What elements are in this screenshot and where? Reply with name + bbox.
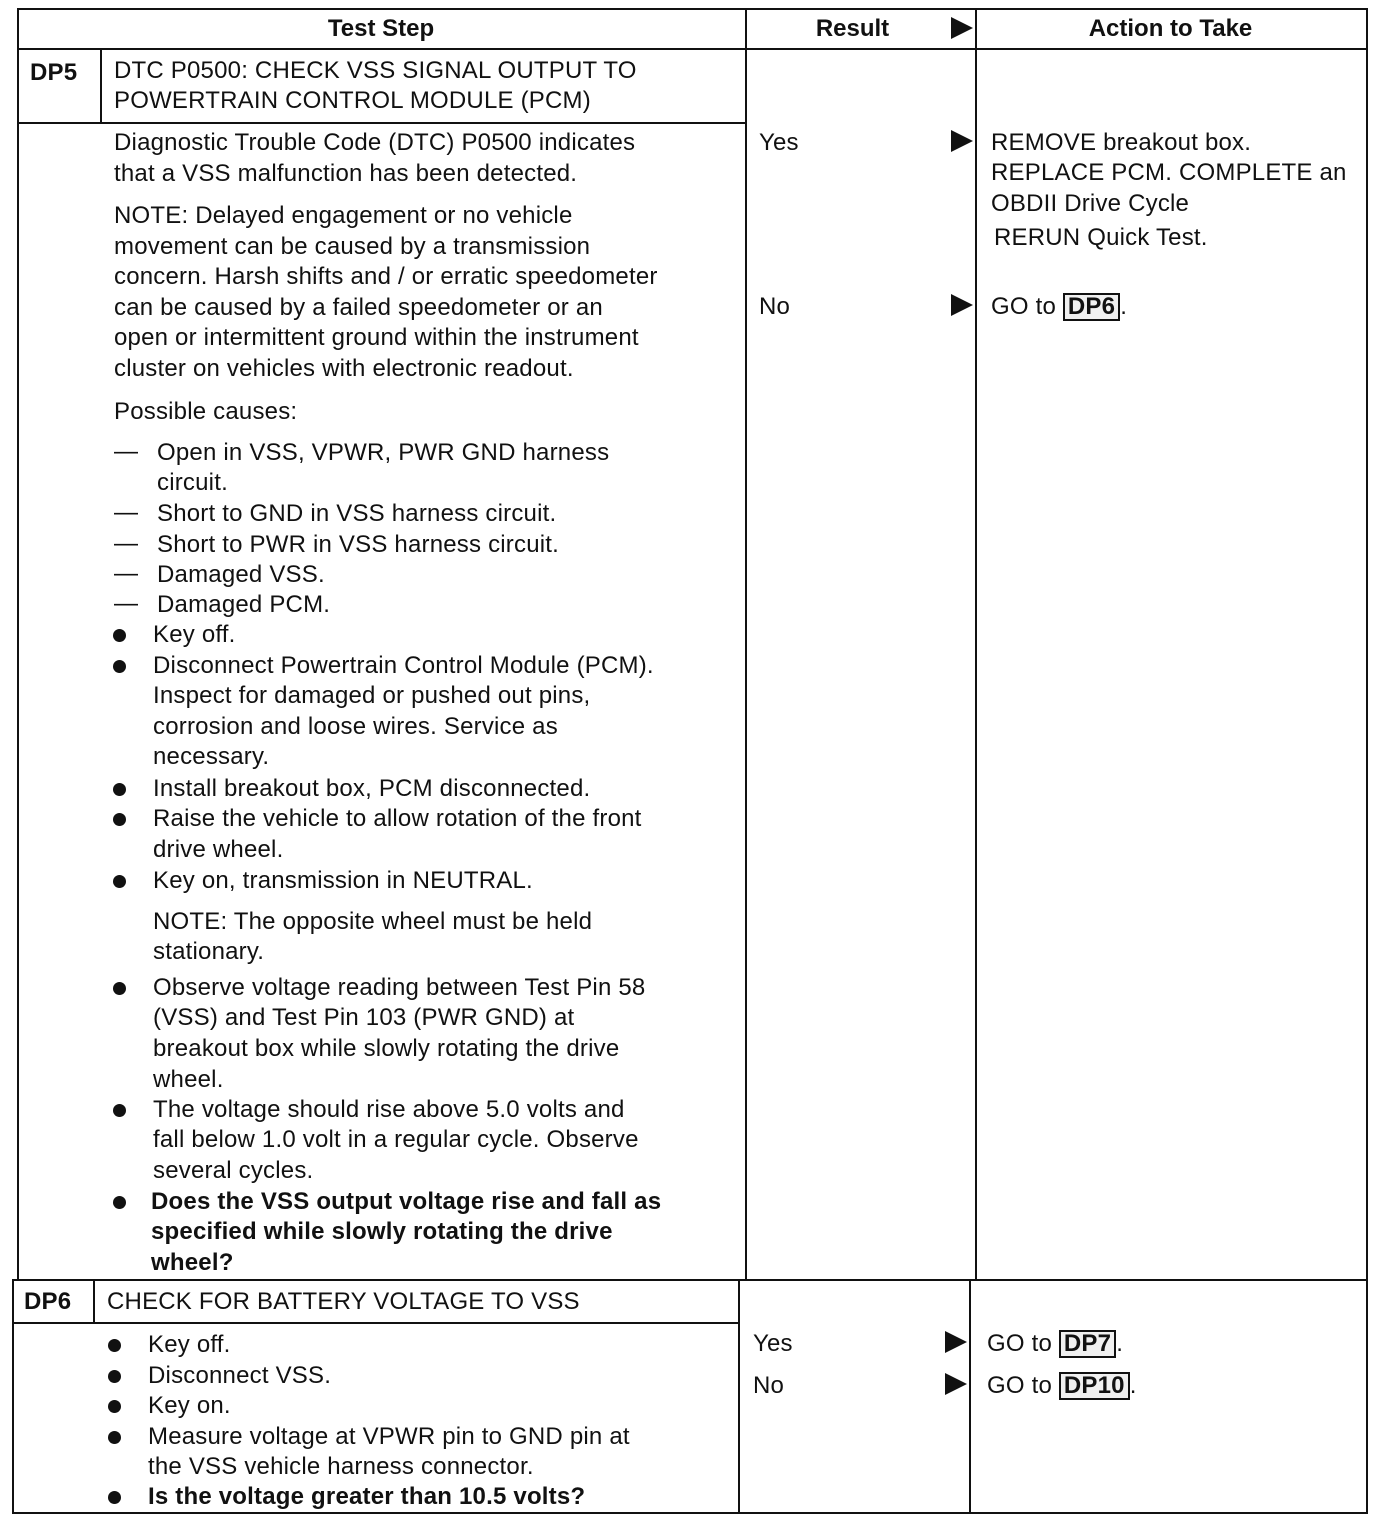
bullet-icon — [113, 1196, 126, 1209]
list-item: Disconnect VSS. — [148, 1362, 332, 1389]
header-action: Action to Take — [1088, 15, 1253, 42]
result-arrow-icon — [951, 17, 973, 39]
bullet-icon — [113, 1104, 126, 1117]
dp5-result-yes: Yes — [759, 129, 799, 156]
right-border — [1366, 8, 1368, 1514]
list-item: Damaged VSS. — [157, 561, 325, 588]
dash-icon: — — [114, 499, 138, 526]
result-arrow-icon — [945, 1373, 967, 1395]
action-text: GO to — [991, 293, 1063, 320]
title-line: DTC P0500: CHECK VSS SIGNAL OUTPUT TO — [114, 57, 637, 84]
dash-icon: — — [114, 530, 138, 557]
bullet-icon — [108, 1370, 121, 1383]
title-line: POWERTRAIN CONTROL MODULE (PCM) — [114, 87, 591, 114]
text-line: Diagnostic Trouble Code (DTC) P0500 indicates — [114, 129, 636, 156]
table-top-border — [17, 8, 1368, 10]
list-item: fall below 1.0 volt in a regular cycle. Observe — [153, 1126, 639, 1153]
bullet-icon — [108, 1339, 121, 1352]
question-line: Does the VSS output voltage rise and fall as — [151, 1188, 662, 1215]
dp6-title-border — [12, 1322, 739, 1324]
list-item: Raise the vehicle to allow rotation of the front — [153, 805, 642, 832]
dp6-yes-action — [987, 1329, 1123, 1360]
bullet-icon — [108, 1400, 121, 1413]
list-item: The voltage should rise above 5.0 volts and — [153, 1096, 625, 1123]
list-item: drive wheel. — [153, 836, 284, 863]
bullet-icon — [113, 629, 126, 642]
text-line: concern. Harsh shifts and / or erratic speedometer — [114, 263, 658, 290]
bullet-icon — [113, 813, 126, 826]
list-item: the VSS vehicle harness connector. — [148, 1453, 534, 1480]
list-item: (VSS) and Test Pin 103 (PWR GND) at — [153, 1004, 575, 1031]
text-line: movement can be caused by a transmission — [114, 233, 591, 260]
left-border-upper — [17, 8, 19, 1281]
bullet-icon — [113, 660, 126, 673]
bullet-icon — [113, 982, 126, 995]
step-note: NOTE: The opposite wheel must be held — [153, 908, 593, 935]
dp5-result-no: No — [759, 293, 791, 320]
dp5-title-border — [17, 122, 746, 124]
list-item: Open in VSS, VPWR, PWR GND harness — [157, 439, 610, 466]
header-result: Result — [815, 15, 890, 42]
action-text: . — [1116, 1330, 1124, 1357]
col-divider-action-lower — [969, 1279, 971, 1514]
action-text: . — [1129, 1372, 1137, 1399]
dp6-step-id: DP6 — [24, 1288, 72, 1315]
left-border-lower — [12, 1279, 14, 1514]
list-item: Key off. — [148, 1331, 231, 1358]
bullet-icon — [108, 1431, 121, 1444]
causes-label: Possible causes: — [114, 398, 298, 425]
col-divider-result-upper — [745, 8, 747, 1281]
text-line: can be caused by a failed speedometer or an — [114, 294, 603, 321]
bullet-icon — [113, 783, 126, 796]
list-item: Install breakout box, PCM disconnected. — [153, 775, 591, 802]
text-line: NOTE: Delayed engagement or no vehicle — [114, 202, 573, 229]
dash-icon: — — [114, 590, 138, 617]
list-item: circuit. — [157, 469, 228, 496]
dp5-id-divider — [100, 48, 102, 123]
list-item: Key on. — [148, 1392, 231, 1419]
list-item: Damaged PCM. — [157, 591, 331, 618]
list-item: Disconnect Powertrain Control Module (PCM). — [153, 652, 654, 679]
dp6-top-border — [12, 1279, 1368, 1281]
dp5-step-id: DP5 — [30, 59, 78, 86]
step-note: stationary. — [153, 938, 265, 965]
step-reference-link[interactable]: DP6 — [1063, 293, 1120, 321]
text-line: that a VSS malfunction has been detected. — [114, 160, 578, 187]
header-bottom-border — [17, 48, 1368, 50]
dp5-no-action — [991, 292, 1127, 323]
step-reference-link[interactable]: DP10 — [1059, 1372, 1130, 1400]
bullet-icon — [108, 1491, 121, 1504]
action-line: OBDII Drive Cycle — [991, 190, 1190, 217]
action-text: . — [1120, 293, 1128, 320]
list-item: corrosion and loose wires. Service as — [153, 713, 558, 740]
result-arrow-icon — [945, 1331, 967, 1353]
list-item: Measure voltage at VPWR pin to GND pin at — [148, 1423, 630, 1450]
step-reference-link[interactable]: DP7 — [1059, 1330, 1116, 1358]
action-line: RERUN Quick Test. — [994, 224, 1208, 251]
dash-icon: — — [114, 438, 138, 465]
col-divider-action-upper — [975, 8, 977, 1281]
bullet-icon — [113, 875, 126, 888]
list-item: necessary. — [153, 743, 270, 770]
dp6-result-no: No — [753, 1372, 785, 1399]
list-item: Inspect for damaged or pushed out pins, — [153, 682, 591, 709]
dash-icon: — — [114, 560, 138, 587]
action-line: REPLACE PCM. COMPLETE an — [991, 159, 1347, 186]
dp6-no-action — [987, 1371, 1137, 1402]
result-arrow-icon — [951, 130, 973, 152]
header-test-step: Test Step — [327, 15, 435, 42]
list-item: Key on, transmission in NEUTRAL. — [153, 867, 533, 894]
question-line: Is the voltage greater than 10.5 volts? — [148, 1483, 586, 1510]
col-divider-result-lower — [738, 1279, 740, 1514]
question-line: specified while slowly rotating the drive — [151, 1218, 613, 1245]
list-item: Short to GND in VSS harness circuit. — [157, 500, 557, 527]
dp6-title: CHECK FOR BATTERY VOLTAGE TO VSS — [107, 1288, 580, 1315]
list-item: wheel. — [153, 1066, 224, 1093]
action-line: REMOVE breakout box. — [991, 129, 1252, 156]
action-text: GO to — [987, 1330, 1059, 1357]
list-item: Observe voltage reading between Test Pin 58 — [153, 974, 646, 1001]
list-item: several cycles. — [153, 1157, 314, 1184]
text-line: cluster on vehicles with electronic readout. — [114, 355, 574, 382]
list-item: Key off. — [153, 621, 236, 648]
result-arrow-icon — [951, 294, 973, 316]
dp6-result-yes: Yes — [753, 1330, 793, 1357]
list-item: breakout box while slowly rotating the drive — [153, 1035, 620, 1062]
list-item: Short to PWR in VSS harness circuit. — [157, 531, 560, 558]
question-line: wheel? — [151, 1249, 234, 1276]
text-line: open or intermittent ground within the instrument — [114, 324, 639, 351]
dp6-id-divider — [93, 1279, 95, 1323]
action-text: GO to — [987, 1372, 1059, 1399]
